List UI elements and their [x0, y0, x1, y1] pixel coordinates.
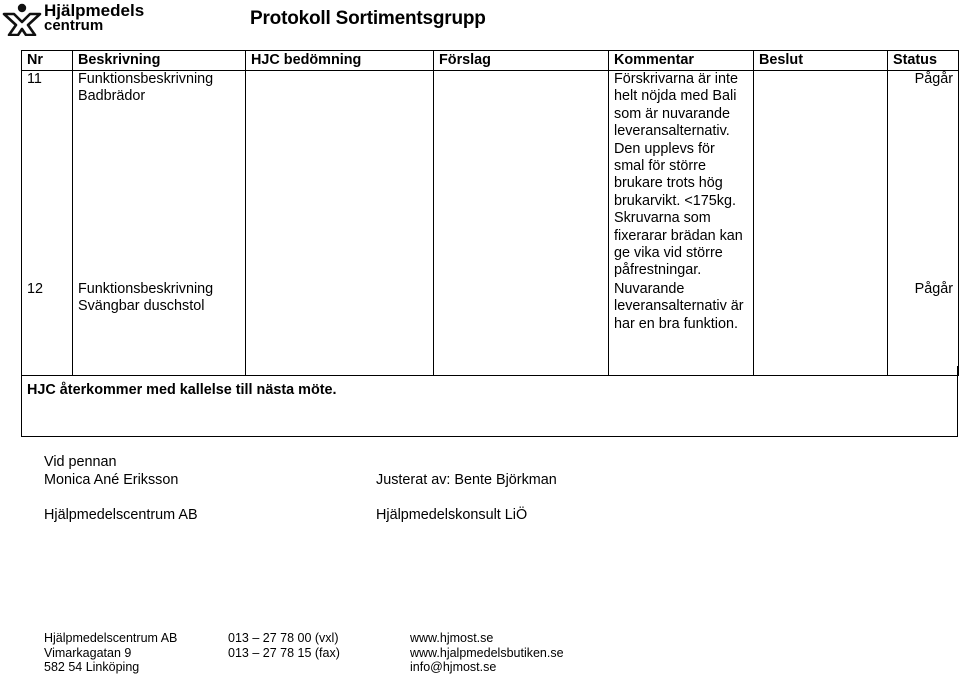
- comment-line: Den upplevs för: [614, 140, 715, 157]
- footer-phone-number: 013 – 27 78 00 (vxl): [228, 631, 339, 645]
- description-line: Funktionsbeskrivning: [78, 281, 214, 297]
- cell-comment: [609, 281, 754, 376]
- cell-description: [73, 71, 246, 282]
- column-header-proposal: Förslag: [434, 51, 609, 71]
- column-header-nr: Nr: [22, 51, 73, 71]
- footer-web: [410, 631, 564, 675]
- comment-line: smal för större: [614, 158, 706, 175]
- pen-organization: Hjälpmedelscentrum AB: [44, 507, 198, 523]
- cell-decision: [754, 281, 888, 376]
- logo: [2, 2, 152, 36]
- logo-line-1: Hjälpmedels: [44, 1, 145, 20]
- table-row: [22, 281, 959, 376]
- page-title: Protokoll Sortimentsgrupp: [250, 8, 486, 29]
- comment-line: Skruvarna som: [614, 210, 711, 227]
- comment-line: Nuvarande: [614, 281, 685, 297]
- cell-nr: 12: [22, 281, 73, 376]
- table-header-row: [22, 51, 959, 71]
- column-header-comment: Kommentar: [609, 51, 754, 71]
- logo-line-2: centrum: [44, 17, 104, 34]
- cell-nr: 11: [22, 71, 73, 282]
- table-row: [22, 71, 959, 282]
- footer-website-link[interactable]: www.hjmost.se: [410, 631, 494, 645]
- column-header-decision: Beslut: [754, 51, 888, 71]
- cell-status: Pågår: [888, 71, 959, 282]
- column-header-status: Status: [888, 51, 959, 71]
- cell-decision: [754, 71, 888, 282]
- description-line: Funktionsbeskrivning: [78, 71, 214, 87]
- comment-line: brukare trots hög: [614, 175, 723, 192]
- description-line: Svängbar duschstol: [78, 298, 205, 315]
- pen-label: Vid pennan: [44, 454, 117, 470]
- comment-line: ge vika vid större: [614, 245, 723, 262]
- comment-line: leveransalternativ.: [614, 123, 730, 140]
- footer-fax-number: 013 – 27 78 15 (fax): [228, 645, 340, 660]
- protocol-table: [21, 50, 959, 376]
- column-header-description: Beskrivning: [73, 51, 246, 71]
- footer-street: Vimarkagatan 9: [44, 645, 132, 660]
- person-icon: [2, 2, 42, 36]
- footer-shop-link[interactable]: www.hjalpmedelsbutiken.se: [410, 645, 564, 660]
- pen-name: Monica Ané Eriksson: [44, 472, 179, 488]
- meeting-note: HJC återkommer med kallelse till nästa möte.: [27, 382, 337, 398]
- footer-phone: [228, 631, 340, 660]
- cell-assessment: [246, 281, 434, 376]
- description-line: Badbrädor: [78, 88, 146, 105]
- adjusted-organization: Hjälpmedelskonsult LiÖ: [376, 507, 528, 523]
- footer-postal: 582 54 Linköping: [44, 660, 140, 674]
- comment-line: har en bra funktion.: [614, 315, 738, 332]
- comment-line: helt nöjda med Bali: [614, 88, 737, 105]
- cell-comment: [609, 71, 754, 282]
- footer-email-link[interactable]: info@hjmost.se: [410, 660, 497, 674]
- comment-line: fixerarar brädan kan: [614, 227, 743, 244]
- cell-status: Pågår: [888, 281, 959, 376]
- comment-line: brukarvikt. <175kg.: [614, 192, 736, 209]
- comment-line: leveransalternativ är: [614, 298, 744, 315]
- comment-line: påfrestningar.: [614, 262, 702, 279]
- footer-org: Hjälpmedelscentrum AB: [44, 631, 178, 645]
- cell-description: [73, 281, 246, 376]
- cell-proposal: [434, 281, 609, 376]
- cell-proposal: [434, 71, 609, 282]
- column-header-assessment: HJC bedömning: [246, 51, 434, 71]
- note-box: [21, 366, 958, 437]
- footer-address: [44, 631, 177, 675]
- cell-assessment: [246, 71, 434, 282]
- adjusted-by: Justerat av: Bente Björkman: [376, 472, 557, 488]
- comment-line: Förskrivarna är inte: [614, 71, 738, 87]
- logo-wordmark: [44, 3, 144, 33]
- comment-line: som är nuvarande: [614, 105, 730, 122]
